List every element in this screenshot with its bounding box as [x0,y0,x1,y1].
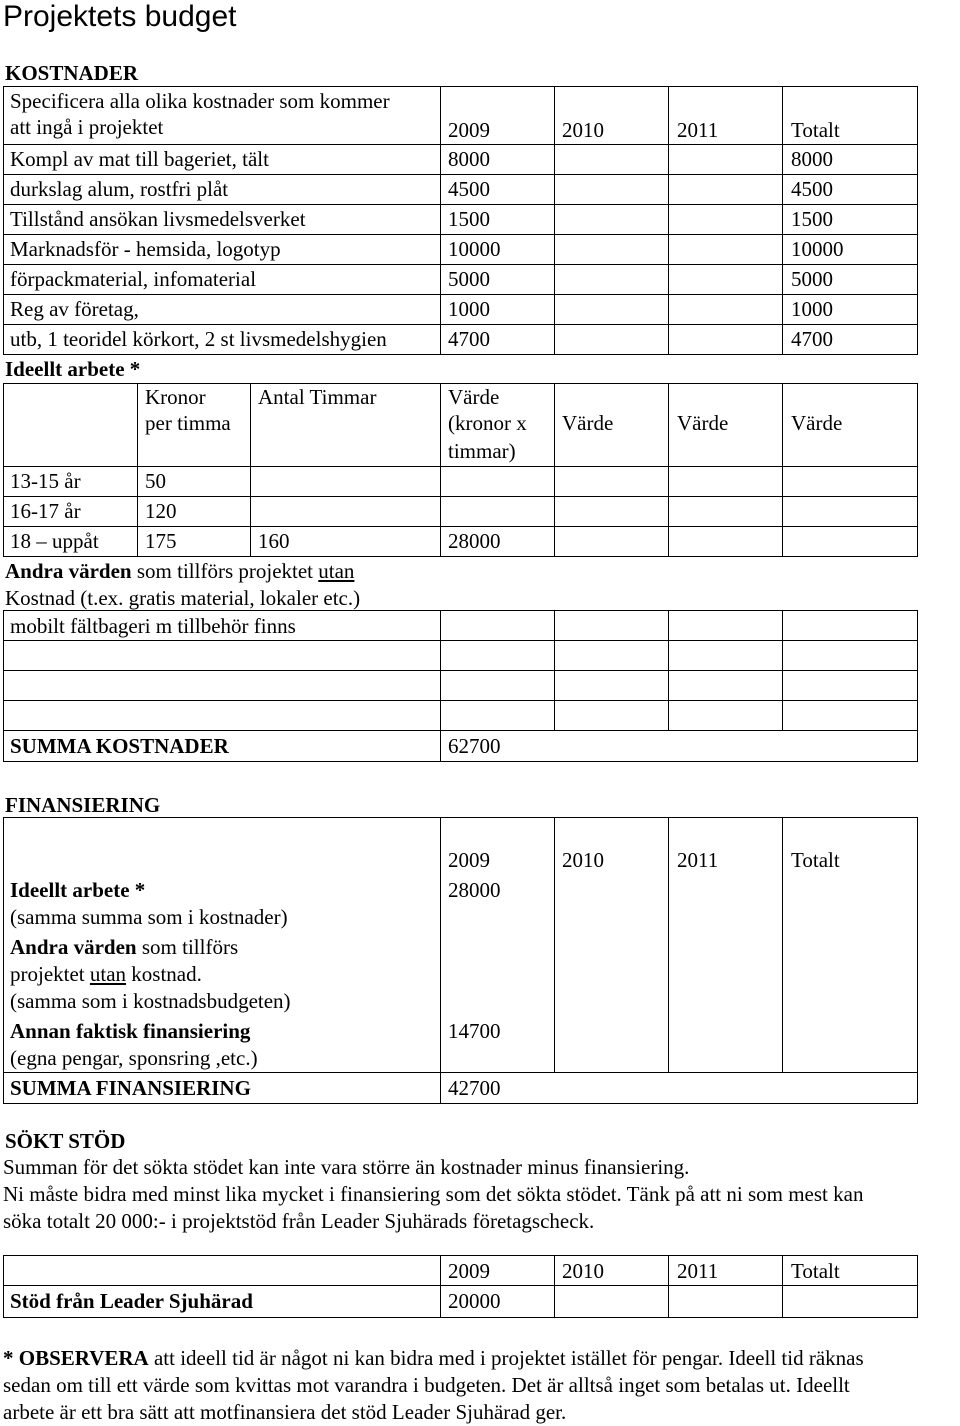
row-label: Marknadsför - hemsida, logotyp [10,237,281,261]
andra-bold: Andra värden [5,559,132,583]
page-title: Projektets budget [3,0,237,33]
col-varde-2011: Värde [677,411,729,435]
andra-line-2: Kostnad (t.ex. gratis material, lokaler etc.) [5,586,361,610]
age-label: 16-17 år [10,499,81,523]
summa-finansiering-value: 42700 [448,1076,501,1100]
row-2009: 4500 [448,177,490,201]
fin-col-2010: 2010 [562,848,604,872]
spec-line-1: Specificera alla olika kostnader som kommer [10,89,390,113]
note-star: * OBSERVERA [3,1346,149,1370]
fin-andra-line-2 [10,961,202,987]
fin-andra-line-3: (samma som i kostnadsbudgeten) [10,989,291,1013]
row-2009: 1000 [448,297,490,321]
sokt-line-2: Ni måste bidra med minst lika mycket i finansiering som det sökta stödet. Tänk på att ni som mest kan [3,1182,864,1206]
fin-andra-bold: Andra värden [10,935,137,959]
summa-finansiering-label: SUMMA FINANSIERING [10,1076,251,1100]
row-label: förpackmaterial, infomaterial [10,267,257,291]
sokt-row-value: 20000 [448,1289,501,1313]
row-2009: 4700 [448,327,490,351]
row-total: 1000 [791,297,833,321]
row-label: durkslag alum, rostfri plåt [10,177,229,201]
fin-annan-label: Annan faktisk finansiering [10,1019,251,1043]
col-totalt: Totalt [791,118,840,142]
age-label: 18 – uppåt [10,529,99,553]
row-label: utb, 1 teoridel körkort, 2 st livsmedelshygien [10,327,387,351]
fin-andra-line-1 [10,934,238,960]
spec-line-2: att ingå i projektet [10,115,164,139]
fin-ideellt-label: Ideellt arbete * [10,878,146,902]
col-varde-3: timmar) [448,439,516,463]
fin-annan-value: 14700 [448,1019,501,1043]
sokt-line-1: Summan för det sökta stödet kan inte vara större än kostnader minus finansiering. [3,1155,690,1179]
age-rate: 50 [145,469,166,493]
fin-col-totalt: Totalt [791,848,840,872]
age-value: 28000 [448,529,501,553]
row-label: Reg av företag, [10,297,139,321]
fin-andra-2u: utan [89,962,127,986]
fin-ideellt-sub: (samma summa som i kostnader) [10,905,288,929]
age-hours: 160 [258,529,290,553]
andra-mid: som tillförs projektet [131,559,319,583]
col-timmar: Antal Timmar [258,385,377,409]
col-kronor-1: Kronor [145,385,206,409]
ideellt-heading: Ideellt arbete * [5,357,141,381]
row-label: Tillstånd ansökan livsmedelsverket [10,207,306,231]
row-2009: 1500 [448,207,490,231]
row-total: 4700 [791,327,833,351]
sokt-line-3: söka totalt 20 000:- i projektstöd från Leader Sjuhärads företagscheck. [3,1209,595,1233]
age-rate: 120 [145,499,177,523]
age-label: 13-15 år [10,469,81,493]
sokt-heading: SÖKT STÖD [5,1129,126,1153]
kostnader-heading: KOSTNADER [5,61,139,85]
row-2009: 10000 [448,237,501,261]
col-2010: 2010 [562,118,604,142]
row-label: Kompl av mat till bageriet, tält [10,147,269,171]
note-line-1-text: att ideell tid är något ni kan bidra med i projektet istället för pengar. Ideell tid räknas [148,1346,864,1370]
col-varde-2: (kronor x [448,411,527,435]
sokt-col-totalt: Totalt [791,1259,840,1283]
col-varde-total: Värde [791,411,843,435]
note-line-2: sedan om till ett värde som kvittas mot varandra i budgeten. Det är alltså inget som betalas ut. Ideellt [3,1373,850,1397]
sokt-col-2010: 2010 [562,1259,604,1283]
fin-annan-sub: (egna pengar, sponsring ,etc.) [10,1046,258,1070]
andra-row-1: mobilt fältbageri m tillbehör finns [10,614,296,638]
fin-col-2009: 2009 [448,848,490,872]
andra-underline: utan [318,559,355,583]
row-total: 1500 [791,207,833,231]
col-2011: 2011 [677,118,719,142]
andra-line-1 [5,558,354,584]
sokt-row-label: Stöd från Leader Sjuhärad [10,1289,253,1313]
age-rate: 175 [145,529,177,553]
note-line-3: arbete är ett bra sätt att motfinansiera det stöd Leader Sjuhärad ger. [3,1400,567,1424]
col-kronor-2: per timma [145,411,231,435]
fin-andra-rest: som tillförs [136,935,239,959]
summa-kostnader-value: 62700 [448,734,501,758]
row-2009: 5000 [448,267,490,291]
col-varde-1: Värde [448,385,500,409]
row-total: 8000 [791,147,833,171]
row-total: 4500 [791,177,833,201]
sokt-col-2009: 2009 [448,1259,490,1283]
fin-andra-2a: projektet [10,962,90,986]
fin-andra-2b: kostnad. [126,962,202,986]
summa-kostnader-label: SUMMA KOSTNADER [10,734,229,758]
fin-ideellt-value: 28000 [448,878,501,902]
note-line-1 [3,1345,864,1372]
col-2009: 2009 [448,118,490,142]
row-total: 10000 [791,237,844,261]
sokt-col-2011: 2011 [677,1259,719,1283]
fin-col-2011: 2011 [677,848,719,872]
finansiering-heading: FINANSIERING [5,793,161,817]
row-2009: 8000 [448,147,490,171]
col-varde-2010: Värde [562,411,614,435]
row-total: 5000 [791,267,833,291]
